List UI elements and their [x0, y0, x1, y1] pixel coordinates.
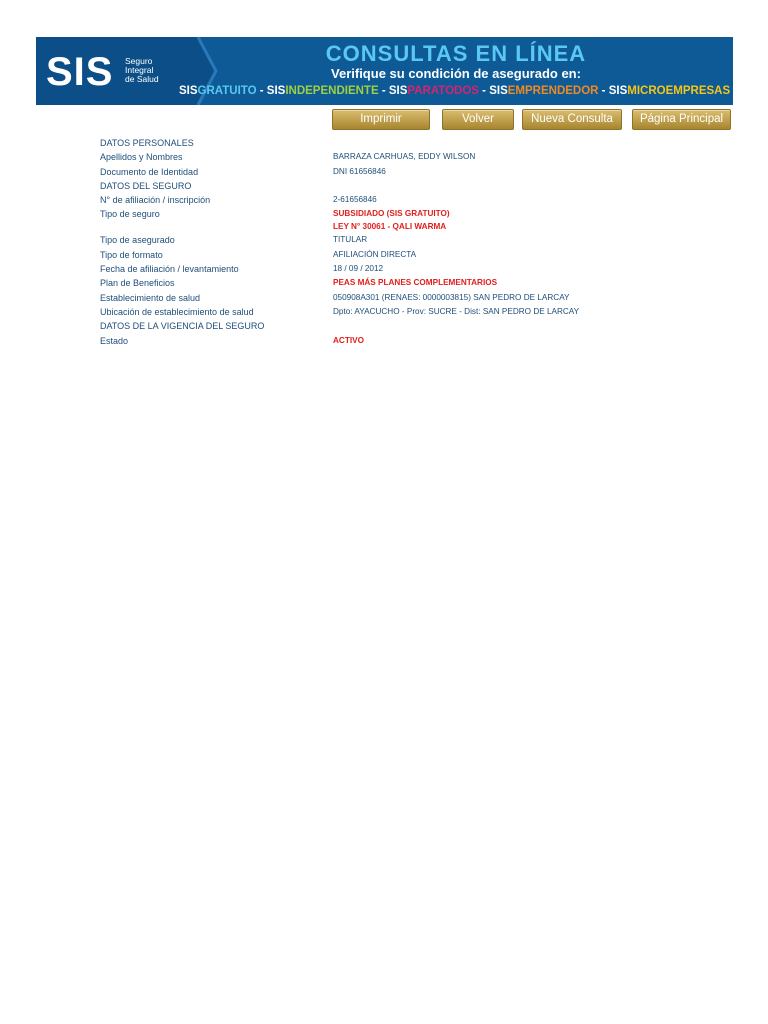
- sis-logo: SIS: [46, 50, 114, 94]
- product-name: GRATUITO: [197, 85, 257, 97]
- product-prefix: SIS: [608, 85, 628, 97]
- home-page-button[interactable]: Página Principal: [632, 109, 731, 130]
- product-name: EMPRENDEDOR: [507, 85, 599, 97]
- field-row-status: [100, 334, 660, 348]
- section-heading-insurance: [100, 179, 660, 193]
- product-separator: -: [378, 85, 389, 97]
- field-row-plan: [100, 276, 660, 290]
- field-value: TITULAR: [333, 235, 368, 245]
- product-separator: -: [598, 85, 609, 97]
- field-value: SUBSIDIADO (SIS GRATUITO): [333, 209, 450, 219]
- field-label: Tipo de seguro: [100, 209, 160, 220]
- logo-sub-line: Seguro: [125, 56, 153, 66]
- affiliation-record: [100, 136, 660, 348]
- field-value: Dpto: AYACUCHO - Prov: SUCRE - Dist: SAN PEDRO DE LARCAY: [333, 306, 580, 316]
- field-row-format: [100, 248, 660, 262]
- field-row-name: [100, 150, 660, 164]
- logo-sub-line: de Salud: [125, 74, 159, 84]
- field-label: Fecha de afiliación / levantamiento: [100, 264, 239, 275]
- section-title: DATOS PERSONALES: [100, 138, 194, 148]
- field-label: Estado: [100, 335, 129, 346]
- field-label: Documento de Identidad: [100, 166, 199, 177]
- field-value: 050908A301 (RENAES: 0000003815) SAN PEDRO DE LARCAY: [333, 292, 570, 302]
- logo-sub-line: Integral: [125, 65, 154, 75]
- product-prefix: SIS: [388, 85, 408, 97]
- field-label: Tipo de asegurado: [100, 235, 175, 246]
- field-value: 18 / 09 / 2012: [333, 264, 384, 274]
- field-row-document: [100, 165, 660, 179]
- section-title: DATOS DEL SEGURO: [100, 180, 192, 191]
- product-prefix: SIS: [266, 85, 286, 97]
- banner-title: CONSULTAS EN LÍNEA: [325, 41, 587, 66]
- field-label: N° de afiliación / inscripción: [100, 195, 211, 206]
- product-prefix: SIS: [179, 85, 198, 97]
- field-value: BARRAZA CARHUAS, EDDY WILSON: [333, 152, 476, 162]
- field-label: Establecimiento de salud: [100, 292, 201, 303]
- section-title: DATOS DE LA VIGENCIA DEL SEGURO: [100, 321, 265, 332]
- product-prefix: SIS: [489, 85, 508, 97]
- field-row-affiliation: [100, 193, 660, 207]
- new-query-button[interactable]: Nueva Consulta: [522, 109, 622, 130]
- product-separator: -: [478, 85, 490, 97]
- back-button[interactable]: Volver: [442, 109, 514, 130]
- field-value: LEY N° 30061 - QALI WARMA: [333, 222, 447, 232]
- product-separator: -: [256, 85, 267, 97]
- field-value: DNI 61656846: [333, 166, 386, 176]
- section-heading-personal: [100, 136, 660, 150]
- field-row-facility: [100, 291, 660, 305]
- product-list: [179, 85, 729, 97]
- status-badge: ACTIVO: [333, 335, 364, 345]
- field-label: Plan de Beneficios: [100, 278, 175, 289]
- section-heading-validity: [100, 319, 660, 333]
- field-value: 2-61656846: [333, 195, 377, 205]
- field-value: AFILIACIÓN DIRECTA: [333, 249, 417, 259]
- print-button[interactable]: Imprimir: [332, 109, 430, 130]
- field-label: Apellidos y Nombres: [100, 152, 183, 163]
- header-banner: [36, 37, 733, 105]
- field-row-date: [100, 262, 660, 276]
- field-row-insured-type: [100, 233, 660, 247]
- banner-subtitle: Verifique su condición de asegurado en:: [331, 66, 581, 81]
- field-value: PEAS MÁS PLANES COMPLEMENTARIOS: [333, 278, 498, 288]
- field-label: Tipo de formato: [100, 249, 163, 260]
- product-name: PARATODOS: [407, 85, 479, 97]
- product-name: MICROEMPRESAS: [627, 85, 731, 97]
- field-row-insurance-type: [100, 207, 660, 233]
- field-row-location: [100, 305, 660, 319]
- field-label: Ubicación de establecimiento de salud: [100, 306, 254, 317]
- product-name: INDEPENDIENTE: [285, 85, 379, 97]
